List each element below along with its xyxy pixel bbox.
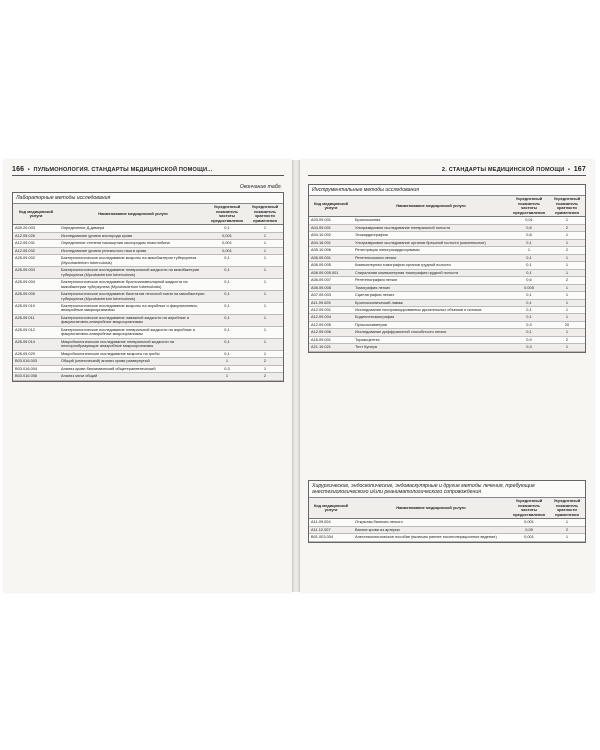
service-name: Бронхоскопия — [353, 217, 509, 224]
multiplicity-value: 1 — [549, 519, 585, 526]
table-row — [309, 284, 585, 291]
service-name: Рентгеноскопия легких — [353, 254, 509, 261]
frequency-value: 0,1 — [207, 279, 247, 291]
frequency-value: 0,6 — [509, 224, 549, 231]
frequency-value: 0,1 — [509, 269, 549, 276]
service-name: Спиральная компьютерная томография грудной полости — [353, 269, 509, 276]
multiplicity-value: 1 — [549, 284, 585, 291]
table-continuation-note: Окончание табл. — [239, 184, 282, 190]
table-row — [309, 224, 585, 231]
column-header: Усредненный показатель частоты предоставления — [509, 196, 549, 216]
frequency-value: 1 — [509, 247, 549, 254]
table-row — [309, 239, 585, 246]
right-running-head: 2. СТАНДАРТЫ МЕДИЦИНСКОЙ ПОМОЩИ • 167 — [308, 166, 586, 176]
service-code: A11.09.004 — [309, 519, 353, 526]
frequency-value: 0,01 — [509, 217, 549, 224]
service-code: A26.09.003 — [13, 267, 59, 279]
service-code: A07.09.003 — [309, 292, 353, 299]
service-code: A12.09.004 — [309, 314, 353, 321]
multiplicity-value: 1 — [247, 326, 283, 338]
table-row — [309, 254, 585, 261]
service-name: Микробиологическое исследование плевральной жидкости на неспорообразующие анаэробные микроорганизмы — [59, 338, 207, 350]
multiplicity-value: 1 — [549, 306, 585, 313]
multiplicity-value: 1 — [247, 225, 283, 232]
table-row — [13, 291, 283, 303]
frequency-value: 0,3 — [509, 321, 549, 328]
table-row — [13, 358, 283, 365]
service-name: Взятие крови из артерии — [353, 526, 509, 533]
frequency-value: 0,8 — [509, 232, 549, 239]
column-header: Наименование медицинской услуги — [353, 196, 509, 216]
service-code: A06.09.007 — [309, 277, 353, 284]
book-gutter — [292, 160, 300, 592]
frequency-value: 0,1 — [207, 302, 247, 314]
multiplicity-value: 2 — [549, 526, 585, 533]
left-running-head: 166 • ПУЛЬМОНОЛОГИЯ. СТАНДАРТЫ МЕДИЦИНСКОЙ ПОМОЩИ... — [12, 166, 284, 176]
frequency-value: 0,001 — [207, 232, 247, 239]
service-name: Определение Д-димера — [59, 225, 207, 232]
service-code: A11.12.007 — [309, 526, 353, 533]
service-code: A21.10.021 — [309, 344, 353, 351]
multiplicity-value: 1 — [247, 350, 283, 357]
table-row — [309, 329, 585, 336]
service-code: A06.09.005 — [309, 262, 353, 269]
multiplicity-value: 1 — [549, 344, 585, 351]
service-code: B03.016.004 — [13, 365, 59, 372]
frequency-value: 0,001 — [207, 247, 247, 254]
right-page-number: 167 — [573, 166, 586, 173]
service-code: A03.09.001 — [309, 217, 353, 224]
frequency-value: 1 — [207, 373, 247, 380]
service-name: Компьютерная томография органов грудной полости — [353, 262, 509, 269]
service-code: A16.09.001 — [309, 336, 353, 343]
table-row — [13, 247, 283, 254]
table-row — [13, 255, 283, 267]
service-name: Анализ крови биохимический общетерапевтический — [59, 365, 207, 372]
multiplicity-value: 1 — [549, 292, 585, 299]
frequency-value: 0,005 — [509, 284, 549, 291]
lab-methods-table-box — [12, 192, 284, 382]
table-row — [13, 225, 283, 232]
service-code: A11.09.005 — [309, 299, 353, 306]
service-code: B03.016.006 — [13, 373, 59, 380]
instrumental-methods-title: Инструментальные методы исследования — [309, 185, 585, 196]
frequency-value: 0,001 — [207, 240, 247, 247]
service-code: A26.09.011 — [13, 314, 59, 326]
service-name: Рентгенография легких — [353, 277, 509, 284]
frequency-value: 0,1 — [207, 314, 247, 326]
frequency-value: 0,1 — [509, 262, 549, 269]
table-row — [309, 299, 585, 306]
table-row — [309, 292, 585, 299]
multiplicity-value: 1 — [247, 314, 283, 326]
multiplicity-value: 1 — [549, 269, 585, 276]
service-name: Исследование диффузионной способности легких — [353, 329, 509, 336]
frequency-value: 0,6 — [509, 277, 549, 284]
service-code: B01.003.004 — [309, 534, 353, 541]
frequency-value: 1 — [207, 358, 247, 365]
service-name: Бактериологическое исследование мокроты на аэробные и факультативно-анаэробные микроорганизмы — [59, 302, 207, 314]
table-row — [309, 269, 585, 276]
table-row — [13, 350, 283, 357]
table-row — [13, 267, 283, 279]
multiplicity-value: 2 — [549, 224, 585, 231]
table-row — [13, 314, 283, 326]
service-code: A12.05.026 — [13, 232, 59, 239]
column-header: Усредненный показатель кратности применения — [247, 204, 283, 224]
service-name: Анализ мочи общий — [59, 373, 207, 380]
table-row — [13, 365, 283, 372]
service-name: Регистрация электрокардиограммы — [353, 247, 509, 254]
multiplicity-value: 1 — [549, 314, 585, 321]
table-row — [13, 232, 283, 239]
table-row — [13, 326, 283, 338]
service-code: A26.09.010 — [13, 302, 59, 314]
service-code: A26.09.004 — [13, 279, 59, 291]
left-page-number: 166 — [12, 166, 25, 173]
column-header: Усредненный показатель частоты предоставления — [207, 204, 247, 224]
service-name: Ультразвуковое исследование органов брюшной полости (комплексное) — [353, 239, 509, 246]
service-code: A12.05.032 — [13, 247, 59, 254]
service-code: A26.09.005 — [13, 291, 59, 303]
service-code: A26.09.014 — [13, 338, 59, 350]
service-name: Бактериологическое исследование плевральной жидкости на микобактерии туберкулеза (Mycobacterium tuberculosis) — [59, 267, 207, 279]
table-row — [309, 277, 585, 284]
service-code: A12.09.001 — [309, 306, 353, 313]
service-code: A12.09.006 — [309, 329, 353, 336]
service-name: Ультразвуковое исследование плевральной полости — [353, 224, 509, 231]
service-name: Бодиплетизмография — [353, 314, 509, 321]
service-code: A26.09.002 — [13, 255, 59, 267]
frequency-value: 0,1 — [509, 306, 549, 313]
column-header: Код медицинской услуги — [13, 204, 59, 224]
multiplicity-value: 2 — [247, 373, 283, 380]
multiplicity-value: 1 — [549, 254, 585, 261]
service-name: Эхокардиография — [353, 232, 509, 239]
service-name: Торакоцентез — [353, 336, 509, 343]
frequency-value: 0,3 — [207, 365, 247, 372]
multiplicity-value: 1 — [247, 302, 283, 314]
multiplicity-value: 1 — [549, 299, 585, 306]
column-header: Наименование медицинской услуги — [59, 204, 207, 224]
frequency-value: 0,1 — [207, 326, 247, 338]
service-name: Бактериологическое исследование биоптатов легочной ткани на микобактерии туберкулеза (Mycobacterium tuberculosis) — [59, 291, 207, 303]
left-page — [4, 160, 292, 592]
service-code: A26.09.029 — [13, 350, 59, 357]
service-code: A04.09.001 — [309, 224, 353, 231]
table-row — [309, 336, 585, 343]
table-row — [309, 232, 585, 239]
frequency-value: 0,9 — [509, 336, 549, 343]
service-name: Открытая биопсия легкого — [353, 519, 509, 526]
table-row — [13, 302, 283, 314]
table-header-row — [309, 196, 585, 216]
service-code: A04.10.002 — [309, 232, 353, 239]
surgical-methods-table — [309, 498, 585, 541]
service-code: B03.016.003 — [13, 358, 59, 365]
service-code: A05.10.006 — [309, 247, 353, 254]
frequency-value: 0,1 — [207, 338, 247, 350]
service-code: A12.09.005 — [309, 321, 353, 328]
multiplicity-value: 2 — [549, 336, 585, 343]
frequency-value: 0,05 — [509, 526, 549, 533]
service-name: Исследование уровня углекислого газа в крови — [59, 247, 207, 254]
multiplicity-value: 1 — [247, 338, 283, 350]
service-name: Пульсоксиметрия — [353, 321, 509, 328]
right-page — [300, 160, 594, 592]
frequency-value: 0,1 — [207, 267, 247, 279]
multiplicity-value: 1 — [549, 217, 585, 224]
multiplicity-value: 1 — [247, 232, 283, 239]
multiplicity-value: 1 — [549, 232, 585, 239]
frequency-value: 0,1 — [207, 291, 247, 303]
service-name: Бактериологическое исследование лаважной жидкости на аэробные и факультативно-анаэробные микроорганизмы — [59, 314, 207, 326]
table-row — [309, 344, 585, 351]
service-name: Тест Купера — [353, 344, 509, 351]
multiplicity-value: 1 — [549, 534, 585, 541]
multiplicity-value: 1 — [247, 240, 283, 247]
table-row — [309, 247, 585, 254]
multiplicity-value: 2 — [549, 247, 585, 254]
service-code: A06.09.001 — [309, 254, 353, 261]
lab-methods-table — [13, 204, 283, 381]
frequency-value: 0,1 — [207, 225, 247, 232]
multiplicity-value: 1 — [247, 247, 283, 254]
table-row — [309, 534, 585, 541]
frequency-value: 0,1 — [509, 239, 549, 246]
service-name: Исследование неспровоцированных дыхательных объемов и потоков — [353, 306, 509, 313]
table-row — [13, 338, 283, 350]
multiplicity-value: 1 — [247, 279, 283, 291]
column-header: Код медицинской услуги — [309, 498, 353, 518]
multiplicity-value: 1 — [549, 329, 585, 336]
multiplicity-value: 1 — [549, 262, 585, 269]
frequency-value: 0,001 — [509, 534, 549, 541]
table-row — [309, 526, 585, 533]
surgical-methods-title: Хирургические, эндоскопические, эндоваскулярные и другие методы лечения, требующие анестезиологического и/или реаниматологического сопровождения — [309, 481, 585, 498]
table-row — [309, 519, 585, 526]
table-row — [309, 262, 585, 269]
frequency-value: 0,1 — [509, 299, 549, 306]
table-row — [309, 314, 585, 321]
left-header-title: ПУЛЬМОНОЛОГИЯ. СТАНДАРТЫ МЕДИЦИНСКОЙ ПОМОЩИ... — [33, 167, 213, 173]
column-header: Усредненный показатель частоты предоставления — [509, 498, 549, 518]
service-name: Анестезиологическое пособие (включая раннее послеоперационное ведение) — [353, 534, 509, 541]
right-header-title: 2. СТАНДАРТЫ МЕДИЦИНСКОЙ ПОМОЩИ — [441, 167, 565, 173]
service-name: Бактериологическое исследование бронхоальвеолярной жидкости на микобактерии туберкулеза (Mycobacterium tuberculosis) — [59, 279, 207, 291]
frequency-value: 0,1 — [509, 314, 549, 321]
surgical-methods-table-box — [308, 480, 586, 543]
frequency-value: 0,1 — [509, 292, 549, 299]
frequency-value: 0,1 — [509, 254, 549, 261]
service-name: Бактериологическое исследование мокроты на микобактерии туберкулеза (Mycobacterium tuberculosis) — [59, 255, 207, 267]
multiplicity-value: 20 — [549, 321, 585, 328]
frequency-value: 0,1 — [207, 350, 247, 357]
multiplicity-value: 1 — [549, 239, 585, 246]
multiplicity-value: 2 — [549, 277, 585, 284]
table-row — [309, 306, 585, 313]
table-row — [13, 373, 283, 380]
service-name: Определение степени насыщения кислородом гемоглобина — [59, 240, 207, 247]
frequency-value: 0,1 — [509, 329, 549, 336]
service-code: A09.20.003 — [13, 225, 59, 232]
service-code: A06.09.005.001 — [309, 269, 353, 276]
table-row — [309, 217, 585, 224]
service-code: A06.09.008 — [309, 284, 353, 291]
service-name: Томография легких — [353, 284, 509, 291]
service-name: Микробиологическое исследование мокроты на грибы — [59, 350, 207, 357]
service-name: Бактериологическое исследование плевральной жидкости на аэробные и факультативно-анаэробные микроорганизмы — [59, 326, 207, 338]
instrumental-methods-table — [309, 196, 585, 352]
frequency-value: 0,1 — [207, 255, 247, 267]
column-header: Код медицинской услуги — [309, 196, 353, 216]
column-header: Усредненный показатель кратности применения — [549, 196, 585, 216]
frequency-value: 0,3 — [509, 344, 549, 351]
table-header-row — [13, 204, 283, 224]
multiplicity-value: 1 — [247, 291, 283, 303]
table-row — [13, 240, 283, 247]
multiplicity-value: 2 — [247, 358, 283, 365]
column-header: Усредненный показатель кратности применения — [549, 498, 585, 518]
service-name: Общий (клинический) анализ крови развернутый — [59, 358, 207, 365]
multiplicity-value: 1 — [247, 255, 283, 267]
service-name: Сцинтиграфия легких — [353, 292, 509, 299]
service-code: A04.16.001 — [309, 239, 353, 246]
lab-methods-title: Лабораторные методы исследования — [13, 193, 283, 204]
table-header-row — [309, 498, 585, 518]
multiplicity-value: 1 — [247, 365, 283, 372]
service-code: A26.09.012 — [13, 326, 59, 338]
service-name: Исследование уровня кислорода крови — [59, 232, 207, 239]
column-header: Наименование медицинской услуги — [353, 498, 509, 518]
table-row — [309, 321, 585, 328]
frequency-value: 0,001 — [509, 519, 549, 526]
table-row — [13, 279, 283, 291]
multiplicity-value: 1 — [247, 267, 283, 279]
instrumental-methods-table-box — [308, 184, 586, 353]
service-name: Бронхоскопический лаваж — [353, 299, 509, 306]
service-code: A12.05.031 — [13, 240, 59, 247]
